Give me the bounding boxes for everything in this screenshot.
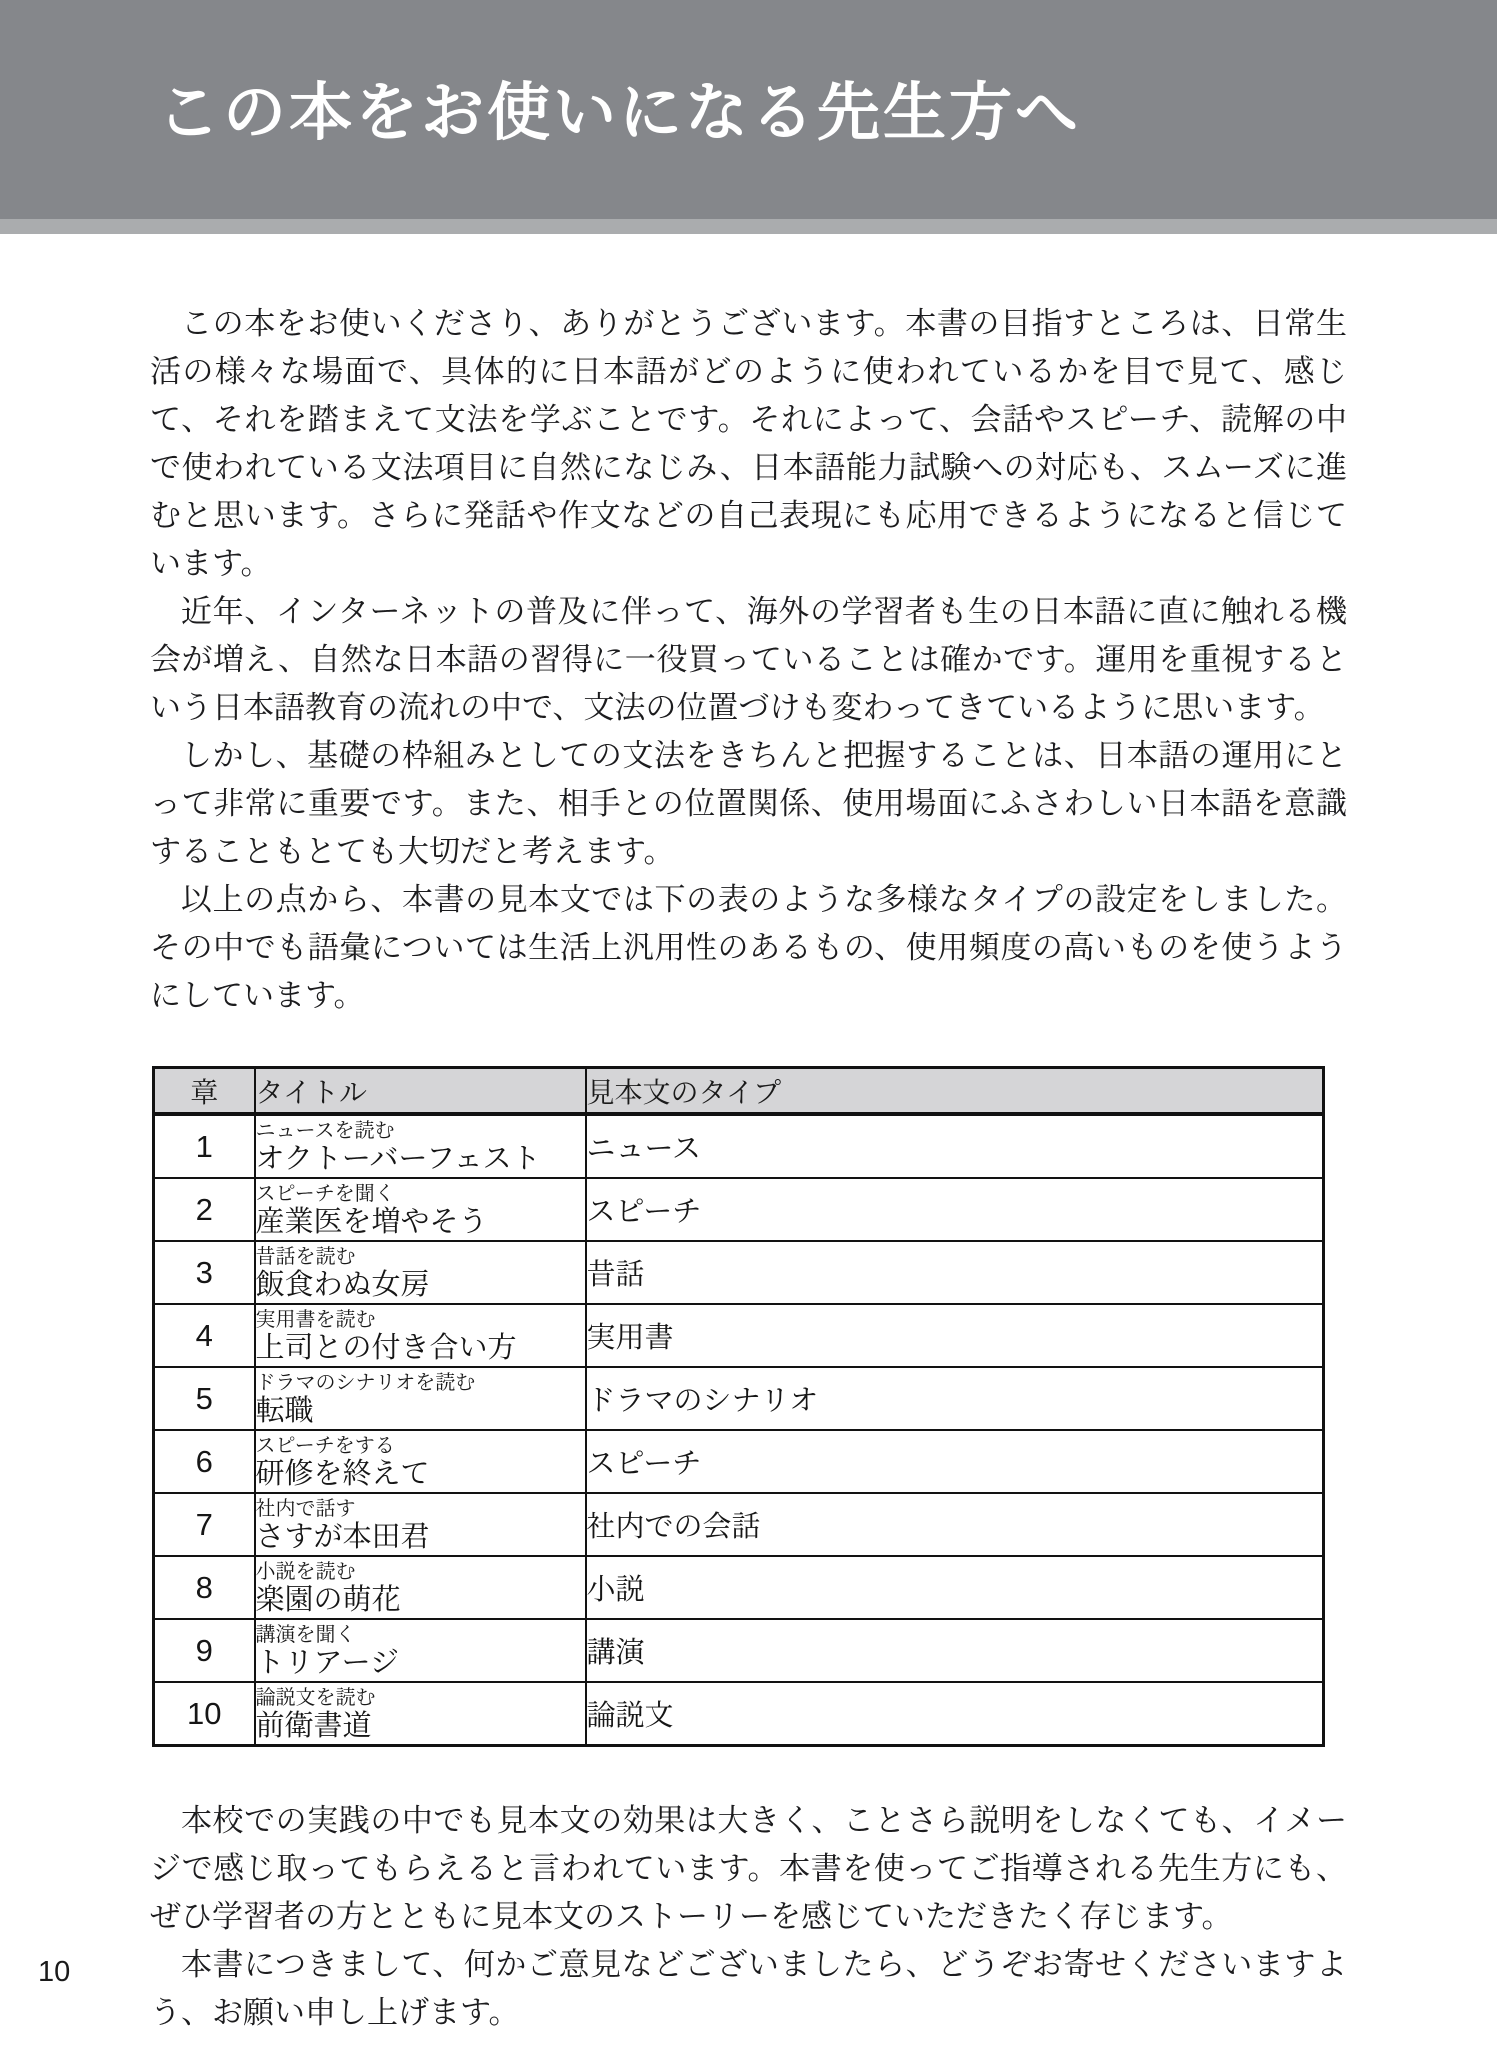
column-header-chapter: 章 [154,1068,255,1115]
header-banner-strip [0,219,1497,234]
chapter-title-cell [255,1682,586,1746]
chapter-title: さすが本田君 [255,1520,430,1553]
chapter-number: 6 [154,1430,255,1493]
page-content [150,234,1347,2037]
sample-type: スピーチ [586,1430,1324,1493]
table-row [154,1367,1324,1430]
table-row [154,1682,1324,1746]
chapter-action-label: スピーチを聞く [255,1182,395,1205]
chapter-number: 4 [154,1304,255,1367]
chapter-number: 2 [154,1178,255,1241]
chapter-action-label: スピーチをする [255,1434,395,1457]
intro-paragraph: この本をお使いくださり、ありがとうございます。本書の目指すところは、日常生活の様々な場面で、具体的に日本語がどのように使われているかを目で見て、感じて、それを踏まえて文法を学ぶことです。それによって、会話やスピーチ、読解の中で使われている文法項目に自然になじみ、日本語能力試験への対応も、スムーズに進むと思います。さらに発話や作文などの自己表現にも応用できるようになると信じています。 [150,306,1347,581]
table-row [154,1493,1324,1556]
intro-paragraph: しかし、基礎の枠組みとしての文法をきちんと把握することは、日本語の運用にとって非常に重要です。また、相手との位置関係、使用場面にふさわしい日本語を意識することもとても大切だと考えます。 [150,738,1347,869]
chapter-title: 転職 [255,1394,314,1427]
sample-type: ドラマのシナリオ [586,1367,1324,1430]
table-row [154,1114,1324,1178]
chapter-action-label: 社内で話す [255,1497,356,1520]
sample-type: 実用書 [586,1304,1324,1367]
chapter-number: 7 [154,1493,255,1556]
intro-paragraph: 近年、インターネットの普及に伴って、海外の学習者も生の日本語に直に触れる機会が増え、自然な日本語の習得に一役買っていることは確かです。運用を重視するという日本語教育の流れの中で、文法の位置づけも変わってきているように思います。 [150,594,1347,725]
table-header-row [154,1068,1324,1115]
chapter-title-cell [255,1493,586,1556]
sample-type: 論説文 [586,1682,1324,1746]
closing-paragraph: 本書につきまして、何かご意見などございましたら、どうぞお寄せくださいますよう、お願い申し上げます。 [150,1947,1347,2030]
sample-type: 昔話 [586,1241,1324,1304]
chapter-action-label: 小説を読む [255,1560,356,1583]
chapter-title-cell [255,1178,586,1241]
column-header-title: タイトル [255,1068,586,1115]
table-row [154,1304,1324,1367]
sample-type: スピーチ [586,1178,1324,1241]
chapter-title: 産業医を増やそう [255,1205,488,1238]
sample-type: 小説 [586,1556,1324,1619]
sample-type: ニュース [586,1114,1324,1178]
chapter-title: トリアージ [255,1646,400,1679]
chapter-number: 3 [154,1241,255,1304]
chapter-number: 10 [154,1682,255,1746]
table-row [154,1178,1324,1241]
column-header-sample-type: 見本文のタイプ [586,1068,1324,1115]
chapter-title: 前衛書道 [255,1709,372,1742]
chapter-number: 1 [154,1114,255,1178]
chapter-action-label: 昔話を読む [255,1245,356,1268]
page-title: この本をお使いになる先生方へ [157,78,1081,148]
chapter-action-label: 実用書を読む [255,1308,376,1331]
chapter-title: 飯食わぬ女房 [255,1268,430,1301]
chapter-title-cell [255,1430,586,1493]
chapter-action-label: 講演を聞く [255,1623,356,1646]
table-row [154,1430,1324,1493]
chapter-title: 上司との付き合い方 [255,1331,517,1364]
intro-section [150,234,1347,1020]
closing-section [150,1747,1347,2037]
chapter-action-label: 論説文を読む [255,1686,376,1709]
chapter-overview-table [152,1066,1325,1747]
header-banner [0,0,1497,219]
table-row [154,1619,1324,1682]
chapter-number: 5 [154,1367,255,1430]
chapter-number: 8 [154,1556,255,1619]
sample-type: 講演 [586,1619,1324,1682]
intro-paragraph: 以上の点から、本書の見本文では下の表のような多様なタイプの設定をしました。その中でも語彙については生活上汎用性のあるもの、使用頻度の高いものを使うようにしています。 [150,882,1347,1013]
table-row [154,1556,1324,1619]
chapter-title-cell [255,1619,586,1682]
chapter-title-cell [255,1241,586,1304]
chapter-title: オクトーバーフェスト [255,1142,541,1175]
table-row [154,1241,1324,1304]
chapter-title: 研修を終えて [255,1457,430,1490]
chapter-action-label: ニュースを読む [255,1119,395,1142]
chapter-action-label: ドラマのシナリオを読む [255,1371,476,1394]
chapter-title-cell [255,1304,586,1367]
chapter-title-cell [255,1114,586,1178]
sample-type: 社内での会話 [586,1493,1324,1556]
chapter-title: 楽園の萌花 [255,1583,401,1616]
chapter-number: 9 [154,1619,255,1682]
page-number: 10 [38,1956,71,1988]
chapter-title-cell [255,1367,586,1430]
chapter-title-cell [255,1556,586,1619]
closing-paragraph: 本校での実践の中でも見本文の効果は大きく、ことさら説明をしなくても、イメージで感じ取ってもらえると言われています。本書を使ってご指導される先生方にも、ぜひ学習者の方とともに見本文のストーリーを感じていただきたく存じます。 [150,1803,1347,1934]
